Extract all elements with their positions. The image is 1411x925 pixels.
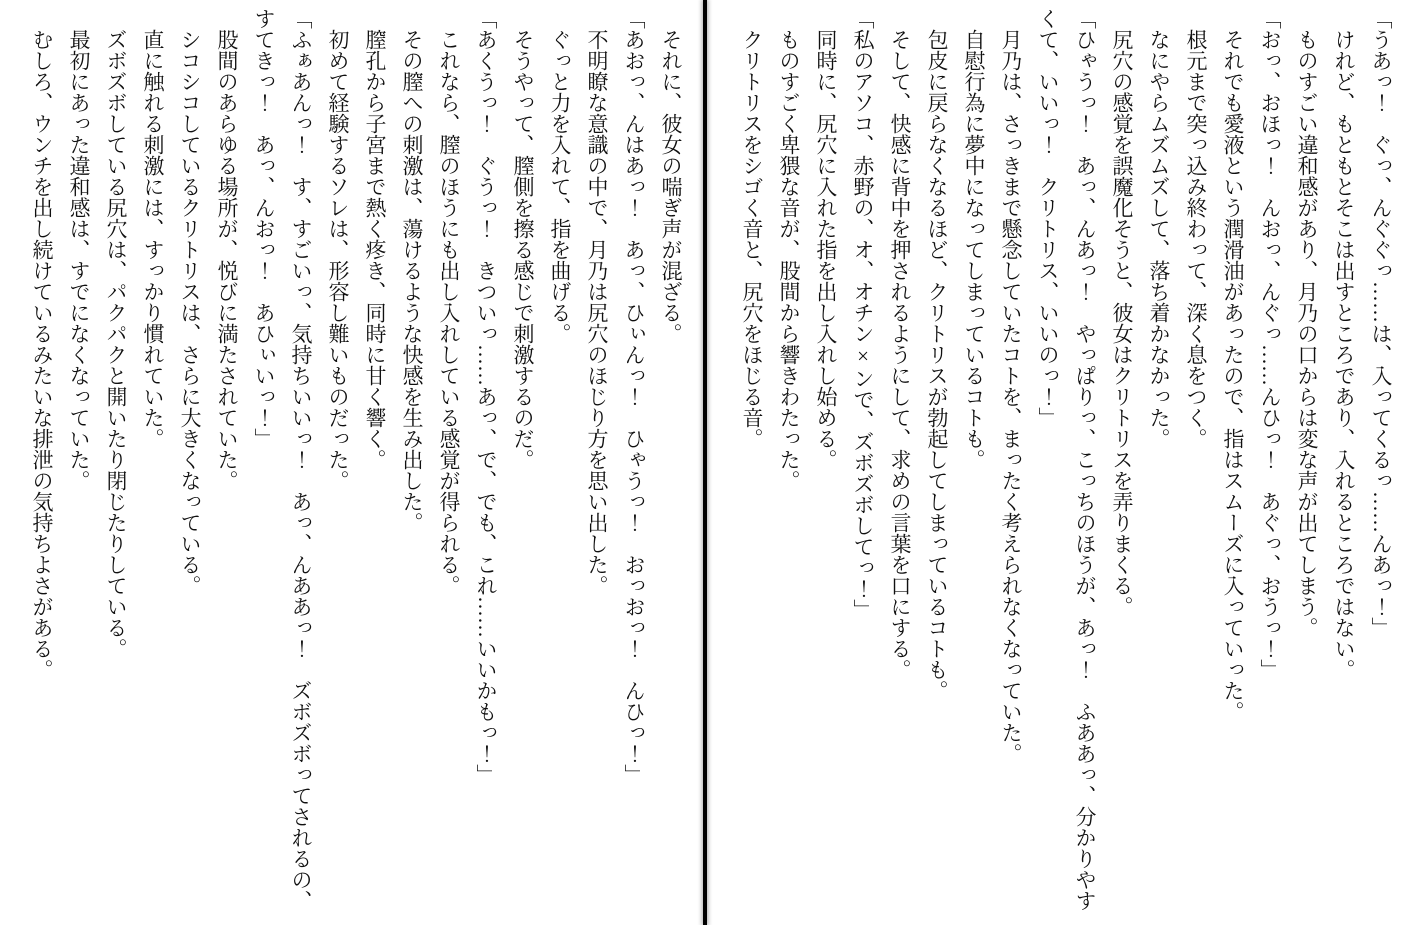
paragraph: そうやって、膣側を擦る感じで刺激するのだ。 bbox=[511, 29, 535, 470]
paragraph: クリトリスをシゴく音と、尻穴をほじる音。 bbox=[740, 29, 764, 449]
paragraph: ものすごく卑猥な音が、股間から響きわたった。 bbox=[777, 29, 801, 491]
paragraph: 初めて経験するソレは、形容し難いものだった。 bbox=[326, 29, 350, 491]
paragraph: 「おっ、おほっ！ んおっ、んぐっ……んひっ！ あぐっ、おうっ！」 bbox=[1258, 8, 1282, 680]
paragraph: その膣への刺激は、蕩けるような快感を生み出した。 bbox=[400, 29, 424, 533]
paragraph: ぐっと力を入れて、指を曲げる。 bbox=[548, 29, 572, 344]
paragraph: 根元まで突っ込み終わって、深く息をつく。 bbox=[1184, 29, 1208, 449]
paragraph: 最初にあった違和感は、すでになくなっていた。 bbox=[67, 29, 91, 491]
paragraph: 「あおっ、んはあっ！ あっ、ひぃんっ！ ひゃうっ！ おっおっ！ んひっ！」 bbox=[622, 8, 646, 785]
paragraph: 尻穴の感覚を誤魔化そうと、彼女はクリトリスを弄りまくる。 bbox=[1110, 29, 1134, 617]
paragraph: 同時に、尻穴に入れた指を出し入れし始める。 bbox=[814, 29, 838, 470]
paragraph: これなら、膣のほうにも出し入れしている感覚が得られる。 bbox=[437, 29, 461, 596]
paragraph: それでも愛液という潤滑油があったので、指はスムーズに入っていった。 bbox=[1221, 29, 1245, 722]
paragraph: 「うあっ！ ぐっ、んぐぐっ……は、入ってくるっ……んあっ！」 bbox=[1369, 8, 1393, 638]
paragraph: 「あくうっ！ ぐうっ！ きついっ……あっ、で、でも、これ……いいかもっ！」 bbox=[474, 8, 498, 785]
paragraph: むしろ、ウンチを出し続けているみたいな排泄の気持ちよさがある。 bbox=[30, 29, 54, 680]
paragraph: シコシコしているクリトリスは、さらに大きくなっている。 bbox=[178, 29, 202, 596]
paragraph: なにやらムズムズして、落ち着かなかった。 bbox=[1147, 29, 1171, 449]
paragraph: 不明瞭な意識の中で、月乃は尻穴のほじり方を思い出した。 bbox=[585, 29, 609, 596]
paragraph: それに、彼女の喘ぎ声が混ざる。 bbox=[659, 29, 683, 344]
paragraph: 直に触れる刺激には、すっかり慣れていた。 bbox=[141, 29, 165, 449]
paragraph: ズボズボしている尻穴は、パクパクと開いたり閉じたりしている。 bbox=[104, 29, 128, 659]
paragraph: 自慰行為に夢中になってしまっているコトも。 bbox=[962, 29, 986, 470]
paragraph: 「私のアソコ、赤野の、オ、オチン×ンで、ズボズボしてっ！」 bbox=[851, 8, 875, 620]
paragraph: けれど、もともとそこは出すところであり、入れるところではない。 bbox=[1332, 29, 1356, 680]
page-left bbox=[0, 0, 703, 925]
paragraph: そして、快感に背中を押されるようにして、求めの言葉を口にする。 bbox=[888, 29, 912, 680]
paragraph: 膣孔から子宮まで熱く疼き、同時に甘く響く。 bbox=[363, 29, 387, 470]
paragraph: 月乃は、さっきまで懸念していたコトを、まったく考えられなくなっていた。 bbox=[999, 29, 1023, 764]
paragraph: 股間のあらゆる場所が、悦びに満たされていた。 bbox=[215, 29, 239, 491]
paragraph: 「ふぁあんっ！ す、すごいっ、気持ちいいっ！ あっ、んああっ！ ズボズボってされるの、すてきっ！ あっ、んおっ！ あひぃいっ！」 bbox=[252, 8, 313, 911]
page-right bbox=[707, 0, 1411, 925]
paragraph: 包皮に戻らなくなるほど、クリトリスが勃起してしまっているコトも。 bbox=[925, 29, 949, 701]
paragraph: ものすごい違和感があり、月乃の口からは変な声が出てしまう。 bbox=[1295, 29, 1319, 638]
paragraph: 「ひゃうっ！ あっ、んあっ！ やっぱりっ、こっちのほうが、あっ！ ふああっ、分かりやすくて、いいっ！ クリトリス、いいのっ！」 bbox=[1036, 8, 1097, 911]
